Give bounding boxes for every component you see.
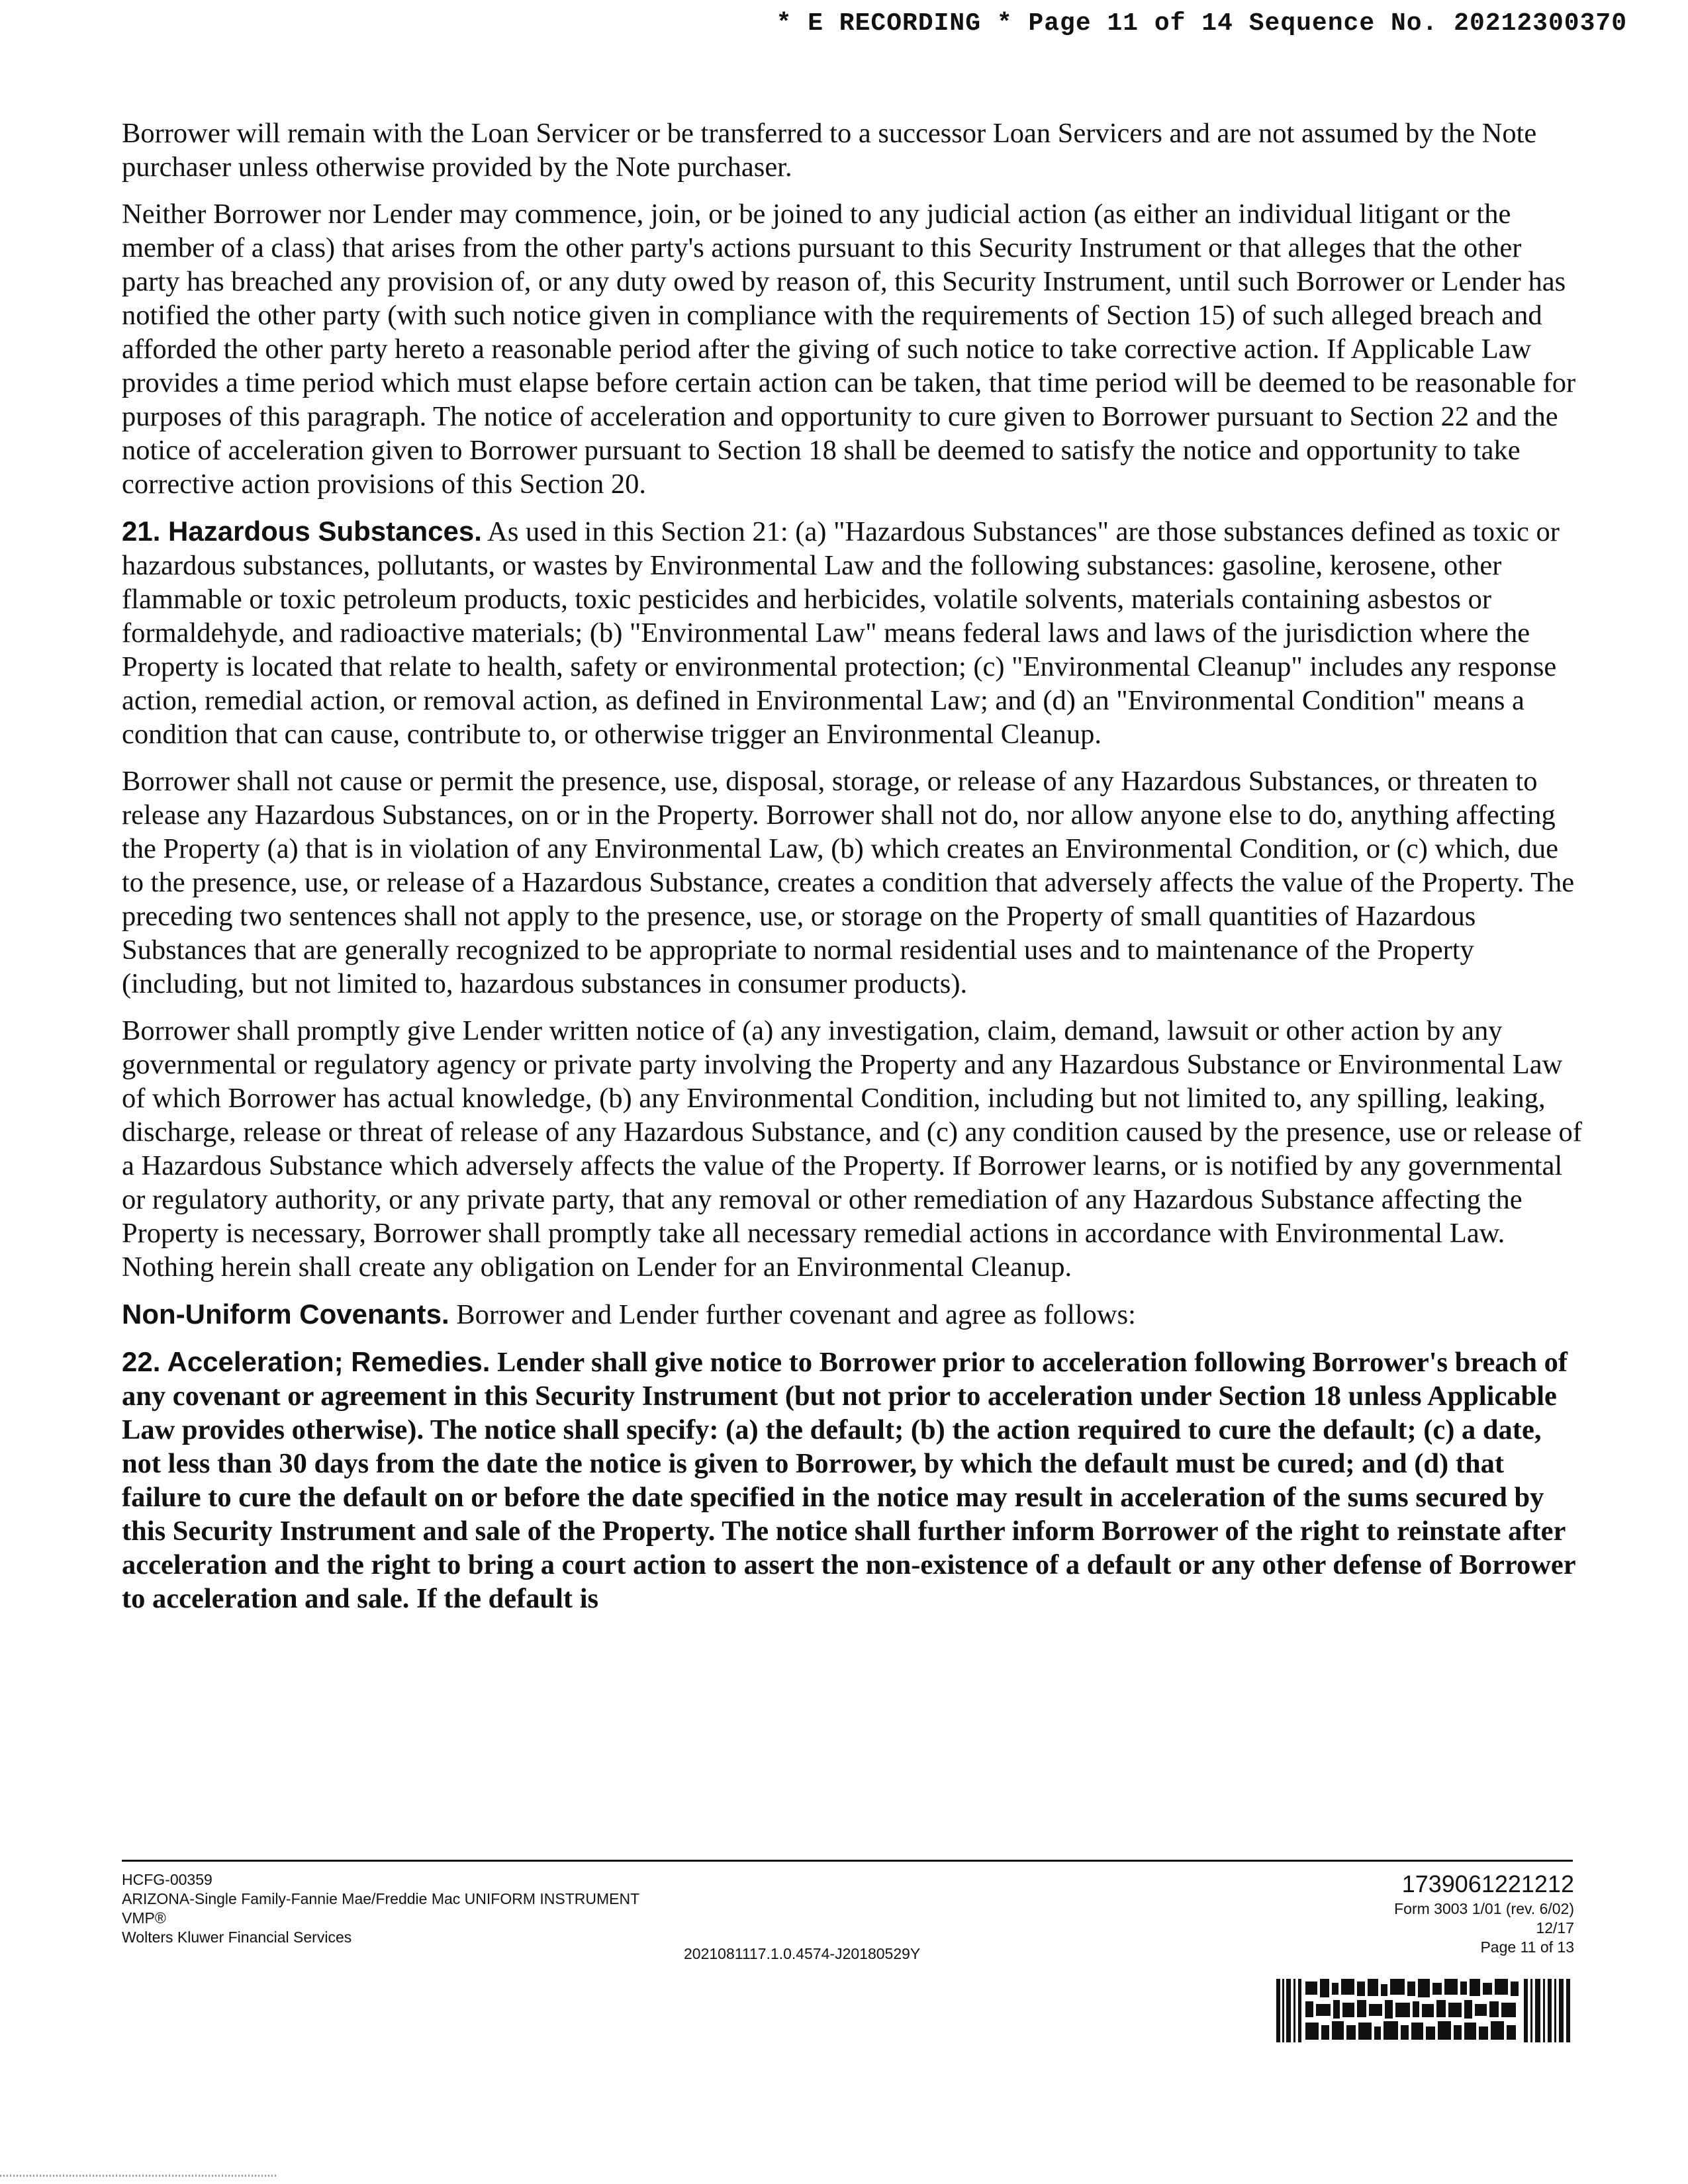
recording-header: * E RECORDING * Page 11 of 14 Sequence No. 20212300370 xyxy=(776,9,1627,38)
section-22-text: Lender shall give notice to Borrower prior to acceleration following Borrower's breach of any covenant or agreement in this Security Instrument (but not prior to acceleration under Section 18 unless Applicable Law provides otherwise). The notice shall specify: (a) the default; (b) the action required to cure the default; (c) a date, not less than 30 days from the date the notice is given to Borrower, by which the default must be cured; and (d) that failure to cure the default on or before the date specified in the notice may result in acceleration of the sums secured by this Security Instrument and sale of the Property. The notice shall further inform Borrower of the right to reinstate after acceleration and the right to bring a court action to assert the non-existence of a default or any other defense of Borrower to acceleration and sale. If the default is xyxy=(122,1347,1575,1614)
loan-number: 1739061221212 xyxy=(1401,1870,1574,1897)
section-22-heading: 22. Acceleration; Remedies. xyxy=(122,1346,491,1377)
non-uniform-covenants xyxy=(122,1297,1585,1332)
page-number: Page 11 of 13 xyxy=(1480,1938,1574,1956)
form-number: Form 3003 1/01 (rev. 6/02) xyxy=(1394,1900,1574,1917)
document-body xyxy=(122,116,1585,1629)
barcode-image xyxy=(1276,1979,1570,2042)
footer-doc-id: 2021081117.1.0.4574-J20180529Y xyxy=(684,1945,921,1962)
scan-edge-mark xyxy=(0,2175,278,2177)
footer-form-title: ARIZONA-Single Family-Fannie Mae/Freddie Mac UNIFORM INSTRUMENT xyxy=(122,1890,640,1907)
section-21 xyxy=(122,514,1585,751)
footer-company: Wolters Kluwer Financial Services xyxy=(122,1929,352,1946)
non-uniform-covenants-text: Borrower and Lender further covenant and agree as follows: xyxy=(456,1299,1136,1330)
form-revision: 12/17 xyxy=(1536,1919,1574,1936)
section-22 xyxy=(122,1345,1585,1615)
paragraph-section-20-notice: Neither Borrower nor Lender may commence, join, or be joined to any judicial action (as either an individual litigant or the member of a class) that arises from the other party's actions pursuant to this Security Instrument or that alleges that the other party has breached any provision of, or any duty owed by reason of, this Security Instrument, until such Borrower or Lender has notified the other party (with such notice given in compliance with the requirements of Section 15) of such alleged breach and afforded the other party hereto a reasonable period after the giving of such notice to take corrective action. If Applicable Law provides a time period which must elapse before certain action can be taken, that time period will be deemed to be reasonable for purposes of this paragraph. The notice of acceleration and opportunity to cure given to Borrower pursuant to Section 22 and the notice of acceleration given to Borrower pursuant to Section 18 shall be deemed to satisfy the notice and opportunity to take corrective action provisions of this Section 20. xyxy=(122,199,1576,500)
non-uniform-covenants-heading: Non-Uniform Covenants. xyxy=(122,1298,449,1330)
footer-left-block xyxy=(122,1870,639,1947)
footer-right-block xyxy=(1394,1870,1574,1957)
footer-vmp: VMP® xyxy=(122,1909,166,1927)
paragraph-hazardous-restrictions: Borrower shall not cause or permit the presence, use, disposal, storage, or release of any Hazardous Substances, or threaten to release any Hazardous Substances, on or in the Property. Borrower shall not do, nor allow anyone else to do, anything affecting the Property (a) that is in violation of any Environmental Law, (b) which creates an Environmental Condition, or (c) which, due to the presence, use, or release of a Hazardous Substance, creates a condition that adversely affects the value of the Property. The preceding two sentences shall not apply to the presence, use, or storage on the Property of small quantities of Hazardous Substances that are generally recognized to be appropriate to normal residential uses and to maintenance of the Property (including, but not limited to, hazardous substances in consumer products). xyxy=(122,766,1575,999)
paragraph-loan-servicer: Borrower will remain with the Loan Servicer or be transferred to a successor Loan Servicers and are not assumed by the Note purchaser unless otherwise provided by the Note purchaser. xyxy=(122,118,1537,183)
paragraph-hazardous-notice: Borrower shall promptly give Lender written notice of (a) any investigation, claim, demand, lawsuit or other action by any governmental or regulatory agency or private party involving the Property and any Hazardous Substance or Environmental Law of which Borrower has actual knowledge, (b) any Environmental Condition, including but not limited to, any spilling, leaking, discharge, release or threat of release of any Hazardous Substance, and (c) any condition caused by the presence, use or release of a Hazardous Substance which adversely affects the value of the Property. If Borrower learns, or is notified by any governmental or regulatory authority, or any private party, that any removal or other remediation of any Hazardous Substance affecting the Property is necessary, Borrower shall promptly take all necessary remedial actions in accordance with Environmental Law. Nothing herein shall create any obligation on Lender for an Environmental Cleanup. xyxy=(122,1015,1582,1283)
section-21-text: As used in this Section 21: (a) "Hazardous Substances" are those substances defined as toxic or hazardous substances, pollutants, or wastes by Environmental Law and the following substances: gasoline, kerosene, other flammable or toxic petroleum products, toxic pesticides and herbicides, volatile solvents, materials containing asbestos or formaldehyde, and radioactive materials; (b) "Environmental Law" means federal laws and laws of the jurisdiction where the Property is located that relate to health, safety or environmental protection; (c) "Environmental Cleanup" includes any response action, remedial action, or removal action, as defined in Environmental Law; and (d) an "Environmental Condition" means a condition that can cause, contribute to, or otherwise trigger an Environmental Cleanup. xyxy=(122,516,1560,750)
footer-divider xyxy=(122,1860,1573,1862)
footer-code: HCFG-00359 xyxy=(122,1871,212,1888)
section-21-heading: 21. Hazardous Substances. xyxy=(122,516,482,547)
